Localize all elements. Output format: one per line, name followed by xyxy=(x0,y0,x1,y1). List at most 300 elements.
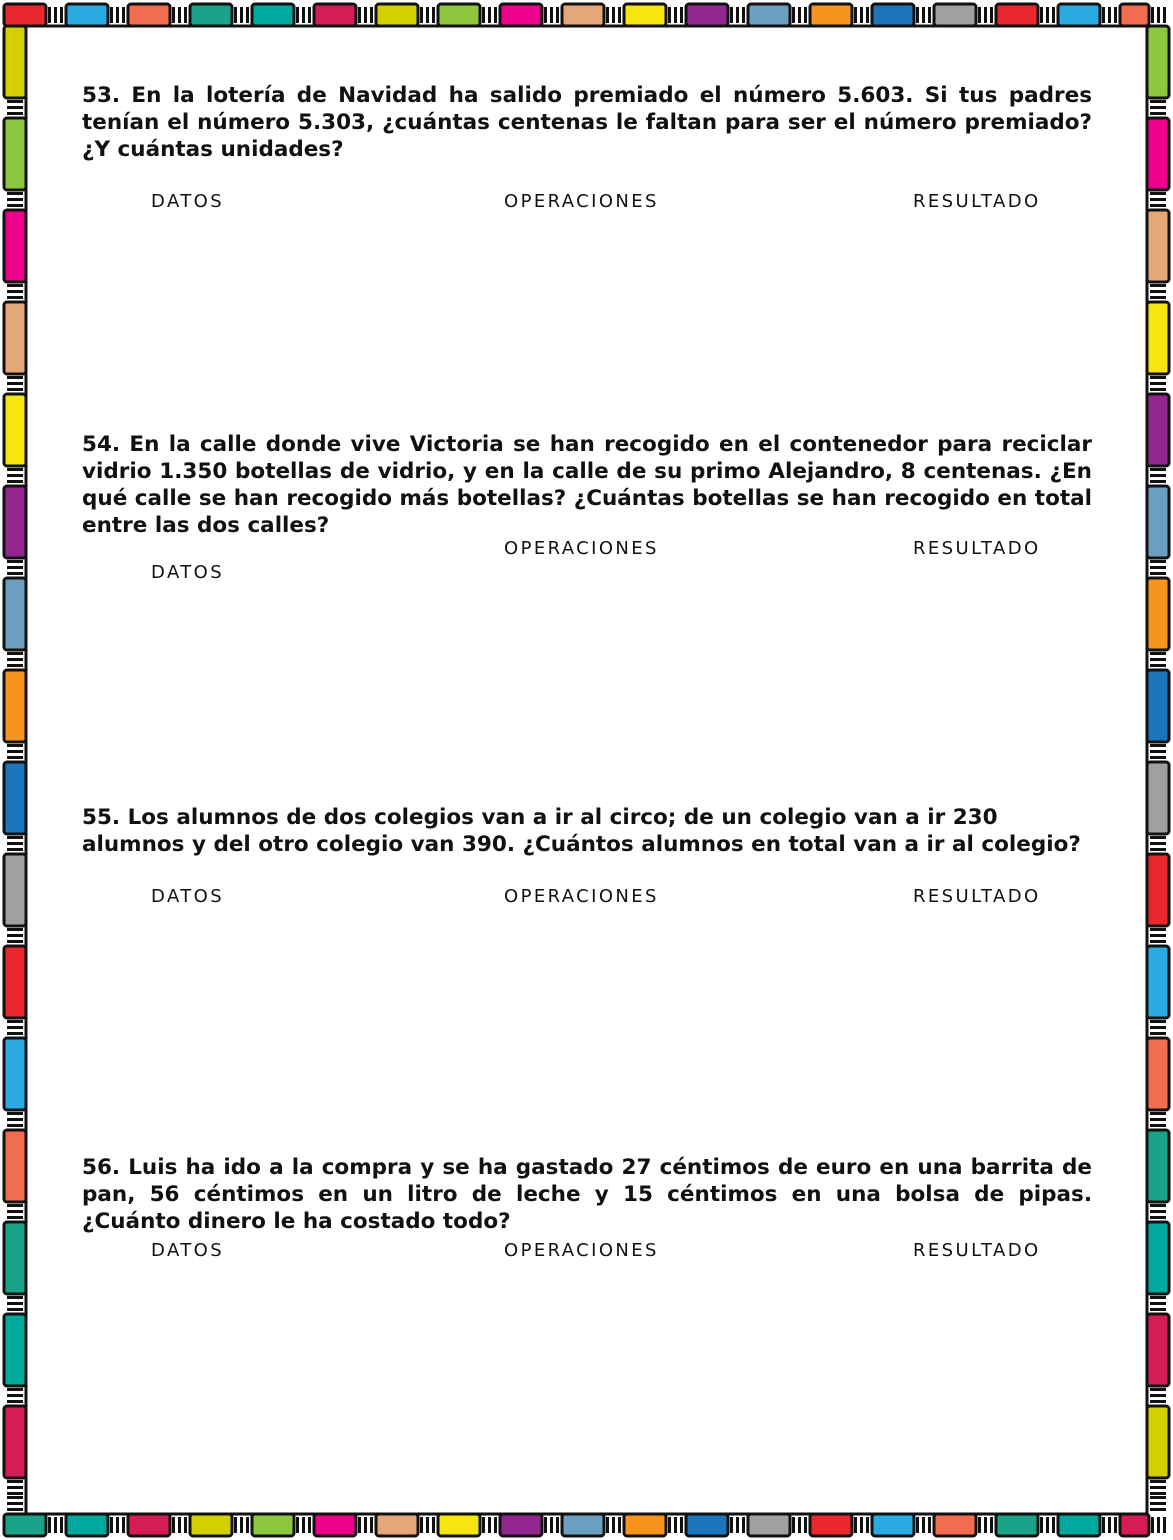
border-tick xyxy=(358,1517,361,1533)
border-tick xyxy=(7,1216,23,1219)
border-tick xyxy=(1150,198,1166,201)
problem-55-resultado-label: RESULTADO xyxy=(913,886,1041,907)
border-tick xyxy=(7,1032,23,1035)
border-tick xyxy=(7,836,23,839)
border-tick xyxy=(792,1517,795,1533)
border-tick xyxy=(1150,1026,1166,1029)
border-tick xyxy=(1150,100,1166,103)
border-segment xyxy=(438,1514,480,1536)
border-tick xyxy=(1150,1480,1166,1483)
border-tick xyxy=(7,474,23,477)
border-tick xyxy=(1151,7,1154,23)
border-tick xyxy=(978,1517,981,1533)
border-tick xyxy=(296,7,299,23)
border-tick xyxy=(1150,934,1166,937)
border-tick xyxy=(1108,7,1111,23)
border-tick xyxy=(1108,1517,1111,1533)
border-segment xyxy=(1058,4,1100,26)
problem-55-datos-label: DATOS xyxy=(151,886,225,907)
border-segment xyxy=(438,4,480,26)
border-tick xyxy=(60,7,63,23)
border-segment xyxy=(748,4,790,26)
border-tick xyxy=(668,7,671,23)
border-tick xyxy=(172,7,175,23)
border-tick xyxy=(7,1210,23,1213)
border-tick xyxy=(860,1517,863,1533)
border-tick xyxy=(54,7,57,23)
border-tick xyxy=(7,744,23,747)
border-segment xyxy=(128,1514,170,1536)
border-tick xyxy=(7,1394,23,1397)
border-segment xyxy=(4,118,26,190)
border-segment xyxy=(1147,302,1169,374)
border-tick xyxy=(122,7,125,23)
border-tick xyxy=(606,1517,609,1533)
border-tick xyxy=(1150,1032,1166,1035)
border-tick xyxy=(7,652,23,655)
border-segment xyxy=(500,4,542,26)
border-tick xyxy=(1150,566,1166,569)
border-tick xyxy=(606,7,609,23)
border-tick xyxy=(804,7,807,23)
border-tick xyxy=(1150,664,1166,667)
border-tick xyxy=(1040,7,1043,23)
border-tick xyxy=(1163,7,1166,23)
border-tick xyxy=(618,1517,621,1533)
border-tick xyxy=(1150,1508,1166,1511)
border-tick xyxy=(612,7,615,23)
border-tick xyxy=(544,1517,547,1533)
border-segment xyxy=(190,1514,232,1536)
border-tick xyxy=(674,1517,677,1533)
border-tick xyxy=(1114,1517,1117,1533)
border-tick xyxy=(364,7,367,23)
problem-56-text: 56. Luis ha ido a la compra y se ha gastado 27 céntimos de euro en una barrita de pan, 56 céntimos en un litro de leche y 15 céntimos en una bolsa de pipas. ¿Cuánto dinero le ha costado todo? xyxy=(82,1155,1092,1234)
border-segment xyxy=(1147,946,1169,1018)
border-tick xyxy=(7,842,23,845)
border-segment xyxy=(4,1222,26,1294)
border-tick xyxy=(1150,376,1166,379)
problem-54-text: 54. En la calle donde vive Victoria se han recogido en el contenedor para reciclar vidrio 1.350 botellas de vidrio, y en la calle de su primo Alejandro, 8 centenas. ¿En qué calle se han recogido más botellas? ¿Cuántas botellas se han recogido en total entre las dos calles? xyxy=(82,432,1092,538)
border-tick xyxy=(370,7,373,23)
border-tick xyxy=(7,100,23,103)
border-segment xyxy=(1147,118,1169,190)
border-segment xyxy=(1147,578,1169,650)
border-segment xyxy=(4,1130,26,1202)
border-segment xyxy=(1120,1514,1149,1536)
border-tick xyxy=(1052,1517,1055,1533)
border-tick xyxy=(7,1496,23,1499)
border-tick xyxy=(1150,1296,1166,1299)
border-tick xyxy=(7,1480,23,1483)
border-tick xyxy=(1150,1118,1166,1121)
border-tick xyxy=(184,1517,187,1533)
problem-54-resultado-label: RESULTADO xyxy=(913,538,1041,559)
border-tick xyxy=(122,1517,125,1533)
border-tick xyxy=(798,7,801,23)
border-segment xyxy=(128,4,170,26)
border-tick xyxy=(1150,744,1166,747)
border-tick xyxy=(7,376,23,379)
border-tick xyxy=(7,750,23,753)
border-tick xyxy=(7,1508,23,1511)
border-tick xyxy=(1150,1020,1166,1023)
border-tick xyxy=(1150,106,1166,109)
border-segment xyxy=(1147,1038,1169,1110)
border-tick xyxy=(7,1486,23,1489)
border-segment xyxy=(1147,394,1169,466)
border-tick xyxy=(1150,1388,1166,1391)
border-tick xyxy=(482,1517,485,1533)
border-tick xyxy=(172,1517,175,1533)
border-tick xyxy=(550,1517,553,1533)
border-segment xyxy=(1147,1222,1169,1294)
border-segment xyxy=(4,854,26,926)
border-tick xyxy=(1150,1308,1166,1311)
border-tick xyxy=(1150,848,1166,851)
problem-53-operaciones-label: OPERACIONES xyxy=(504,191,659,212)
border-segment xyxy=(1147,762,1169,834)
border-segment xyxy=(376,4,418,26)
problem-55-operaciones-label: OPERACIONES xyxy=(504,886,659,907)
border-segment xyxy=(872,1514,914,1536)
border-tick xyxy=(556,7,559,23)
border-tick xyxy=(1150,1400,1166,1403)
border-segment xyxy=(376,1514,418,1536)
border-tick xyxy=(432,1517,435,1533)
border-segment xyxy=(190,4,232,26)
border-tick xyxy=(7,1026,23,1029)
problem-56-resultado-label: RESULTADO xyxy=(913,1240,1041,1261)
border-tick xyxy=(1150,290,1166,293)
border-tick xyxy=(234,1517,237,1533)
border-tick xyxy=(1102,7,1105,23)
border-tick xyxy=(48,1517,51,1533)
border-segment xyxy=(252,1514,294,1536)
border-segment xyxy=(748,1514,790,1536)
border-segment xyxy=(686,1514,728,1536)
border-tick xyxy=(1150,842,1166,845)
border-tick xyxy=(674,7,677,23)
border-tick xyxy=(488,1517,491,1533)
border-tick xyxy=(7,928,23,931)
border-tick xyxy=(798,1517,801,1533)
border-tick xyxy=(730,1517,733,1533)
border-tick xyxy=(1150,1216,1166,1219)
border-tick xyxy=(1150,756,1166,759)
border-segment xyxy=(1147,26,1169,98)
border-tick xyxy=(494,1517,497,1533)
border-tick xyxy=(928,1517,931,1533)
border-tick xyxy=(792,7,795,23)
border-segment xyxy=(996,4,1038,26)
border-segment xyxy=(314,1514,356,1536)
border-tick xyxy=(1040,1517,1043,1533)
border-segment xyxy=(4,1406,26,1478)
border-tick xyxy=(1157,7,1160,23)
border-tick xyxy=(680,7,683,23)
border-tick xyxy=(7,284,23,287)
border-tick xyxy=(358,7,361,23)
border-segment xyxy=(1147,210,1169,282)
border-tick xyxy=(1150,928,1166,931)
problem-53-resultado-label: RESULTADO xyxy=(913,191,1041,212)
border-tick xyxy=(1114,7,1117,23)
border-tick xyxy=(1150,1124,1166,1127)
border-segment xyxy=(624,1514,666,1536)
border-tick xyxy=(1052,7,1055,23)
border-tick xyxy=(308,1517,311,1533)
border-tick xyxy=(618,7,621,23)
border-tick xyxy=(866,1517,869,1533)
border-segment xyxy=(4,394,26,466)
border-tick xyxy=(7,756,23,759)
border-tick xyxy=(7,572,23,575)
border-tick xyxy=(240,1517,243,1533)
problem-54-operaciones-label: OPERACIONES xyxy=(504,538,659,559)
border-tick xyxy=(110,1517,113,1533)
border-tick xyxy=(1046,1517,1049,1533)
border-tick xyxy=(364,1517,367,1533)
border-tick xyxy=(240,7,243,23)
border-segment xyxy=(1147,1130,1169,1202)
border-tick xyxy=(736,1517,739,1533)
border-tick xyxy=(736,7,739,23)
border-tick xyxy=(1102,1517,1105,1533)
border-tick xyxy=(804,1517,807,1533)
border-segment xyxy=(562,1514,604,1536)
border-tick xyxy=(7,1502,23,1505)
border-tick xyxy=(916,1517,919,1533)
border-tick xyxy=(1150,192,1166,195)
border-tick xyxy=(7,1118,23,1121)
border-tick xyxy=(110,7,113,23)
border-tick xyxy=(1150,388,1166,391)
border-tick xyxy=(7,1296,23,1299)
border-tick xyxy=(7,1302,23,1305)
border-segment xyxy=(1147,854,1169,926)
border-tick xyxy=(1150,1394,1166,1397)
border-tick xyxy=(7,1020,23,1023)
border-tick xyxy=(178,1517,181,1533)
border-tick xyxy=(668,1517,671,1533)
border-segment xyxy=(4,302,26,374)
border-segment xyxy=(4,210,26,282)
border-tick xyxy=(432,7,435,23)
border-tick xyxy=(7,106,23,109)
border-tick xyxy=(60,1517,63,1533)
problem-54-datos-label: DATOS xyxy=(151,562,225,583)
border-tick xyxy=(302,1517,305,1533)
border-tick xyxy=(854,7,857,23)
border-tick xyxy=(426,7,429,23)
border-tick xyxy=(1150,658,1166,661)
border-segment xyxy=(4,762,26,834)
border-tick xyxy=(246,1517,249,1533)
border-tick xyxy=(1150,836,1166,839)
border-tick xyxy=(1150,1204,1166,1207)
problem-56-datos-label: DATOS xyxy=(151,1240,225,1261)
border-segment xyxy=(66,4,108,26)
border-tick xyxy=(308,7,311,23)
border-segment xyxy=(1147,1406,1169,1478)
border-tick xyxy=(178,7,181,23)
border-tick xyxy=(184,7,187,23)
border-tick xyxy=(1150,1492,1166,1495)
border-tick xyxy=(7,192,23,195)
border-tick xyxy=(742,7,745,23)
border-tick xyxy=(296,1517,299,1533)
border-tick xyxy=(7,1204,23,1207)
border-segment xyxy=(4,486,26,558)
border-tick xyxy=(1151,1517,1154,1533)
border-tick xyxy=(7,382,23,385)
border-tick xyxy=(7,296,23,299)
border-tick xyxy=(978,7,981,23)
border-tick xyxy=(1150,112,1166,115)
border-tick xyxy=(1150,284,1166,287)
problem-56-operaciones-label: OPERACIONES xyxy=(504,1240,659,1261)
border-tick xyxy=(7,1400,23,1403)
border-tick xyxy=(1150,296,1166,299)
border-tick xyxy=(7,560,23,563)
border-tick xyxy=(1150,572,1166,575)
border-segment xyxy=(4,4,46,26)
border-segment xyxy=(996,1514,1038,1536)
border-tick xyxy=(1046,7,1049,23)
border-tick xyxy=(482,7,485,23)
border-tick xyxy=(7,204,23,207)
border-tick xyxy=(550,7,553,23)
border-tick xyxy=(7,848,23,851)
border-segment xyxy=(810,4,852,26)
border-tick xyxy=(302,7,305,23)
border-segment xyxy=(4,578,26,650)
border-tick xyxy=(730,7,733,23)
border-segment xyxy=(1147,486,1169,558)
border-tick xyxy=(1150,1112,1166,1115)
border-tick xyxy=(990,1517,993,1533)
border-tick xyxy=(54,1517,57,1533)
border-tick xyxy=(916,7,919,23)
border-tick xyxy=(556,1517,559,1533)
border-tick xyxy=(1150,474,1166,477)
border-segment xyxy=(500,1514,542,1536)
border-segment xyxy=(4,26,26,98)
border-tick xyxy=(7,1308,23,1311)
border-segment xyxy=(252,4,294,26)
border-tick xyxy=(1150,468,1166,471)
border-tick xyxy=(1150,1210,1166,1213)
border-tick xyxy=(7,566,23,569)
border-tick xyxy=(420,7,423,23)
border-segment xyxy=(4,670,26,742)
border-tick xyxy=(1150,560,1166,563)
border-tick xyxy=(234,7,237,23)
border-inner-outline xyxy=(26,26,1147,1514)
problem-53-datos-label: DATOS xyxy=(151,191,225,212)
border-segment xyxy=(686,4,728,26)
border-tick xyxy=(984,7,987,23)
border-tick xyxy=(1150,1486,1166,1489)
border-tick xyxy=(7,1124,23,1127)
border-tick xyxy=(1150,480,1166,483)
border-tick xyxy=(1150,750,1166,753)
border-segment xyxy=(1120,4,1149,26)
border-tick xyxy=(116,7,119,23)
border-tick xyxy=(246,7,249,23)
border-tick xyxy=(7,934,23,937)
border-segment xyxy=(314,4,356,26)
border-tick xyxy=(612,1517,615,1533)
border-tick xyxy=(990,7,993,23)
border-tick xyxy=(1150,382,1166,385)
border-tick xyxy=(1150,940,1166,943)
border-segment xyxy=(934,1514,976,1536)
problem-53-text: 53. En la lotería de Navidad ha salido premiado el número 5.603. Si tus padres tenían el número 5.303, ¿cuántas centenas le faltan para ser el número premiado? ¿Y cuántas unidades? xyxy=(82,83,1092,162)
border-tick xyxy=(7,290,23,293)
border-tick xyxy=(1157,1517,1160,1533)
border-tick xyxy=(7,1492,23,1495)
border-tick xyxy=(1150,204,1166,207)
border-tick xyxy=(866,7,869,23)
border-tick xyxy=(742,1517,745,1533)
border-tick xyxy=(420,1517,423,1533)
border-segment xyxy=(1058,1514,1100,1536)
border-segment xyxy=(934,4,976,26)
border-segment xyxy=(1147,670,1169,742)
border-tick xyxy=(7,1388,23,1391)
border-tick xyxy=(7,468,23,471)
border-tick xyxy=(1150,652,1166,655)
border-tick xyxy=(116,1517,119,1533)
problem-55-text: 55. Los alumnos de dos colegios van a ir al circo; de un colegio van a ir 230 alumnos y del otro colegio van 390. ¿Cuántos alumnos en total van a ir al colegio? xyxy=(82,805,1081,857)
border-segment xyxy=(810,1514,852,1536)
border-tick xyxy=(7,664,23,667)
border-segment xyxy=(1147,1314,1169,1386)
border-tick xyxy=(488,7,491,23)
border-tick xyxy=(7,112,23,115)
border-tick xyxy=(922,7,925,23)
border-segment xyxy=(4,1038,26,1110)
border-tick xyxy=(1150,1302,1166,1305)
border-tick xyxy=(7,198,23,201)
border-segment xyxy=(4,1314,26,1386)
border-tick xyxy=(928,7,931,23)
border-tick xyxy=(1150,1496,1166,1499)
border-tick xyxy=(1150,1502,1166,1505)
border-tick xyxy=(7,388,23,391)
border-segment xyxy=(624,4,666,26)
border-tick xyxy=(680,1517,683,1533)
border-segment xyxy=(4,1514,46,1536)
border-tick xyxy=(426,1517,429,1533)
border-tick xyxy=(370,1517,373,1533)
border-tick xyxy=(854,1517,857,1533)
border-tick xyxy=(7,1112,23,1115)
border-tick xyxy=(544,7,547,23)
border-tick xyxy=(860,7,863,23)
border-tick xyxy=(7,658,23,661)
border-segment xyxy=(4,946,26,1018)
border-tick xyxy=(922,1517,925,1533)
border-tick xyxy=(7,480,23,483)
border-segment xyxy=(872,4,914,26)
border-tick xyxy=(48,7,51,23)
border-tick xyxy=(7,940,23,943)
border-tick xyxy=(494,7,497,23)
border-segment xyxy=(562,4,604,26)
